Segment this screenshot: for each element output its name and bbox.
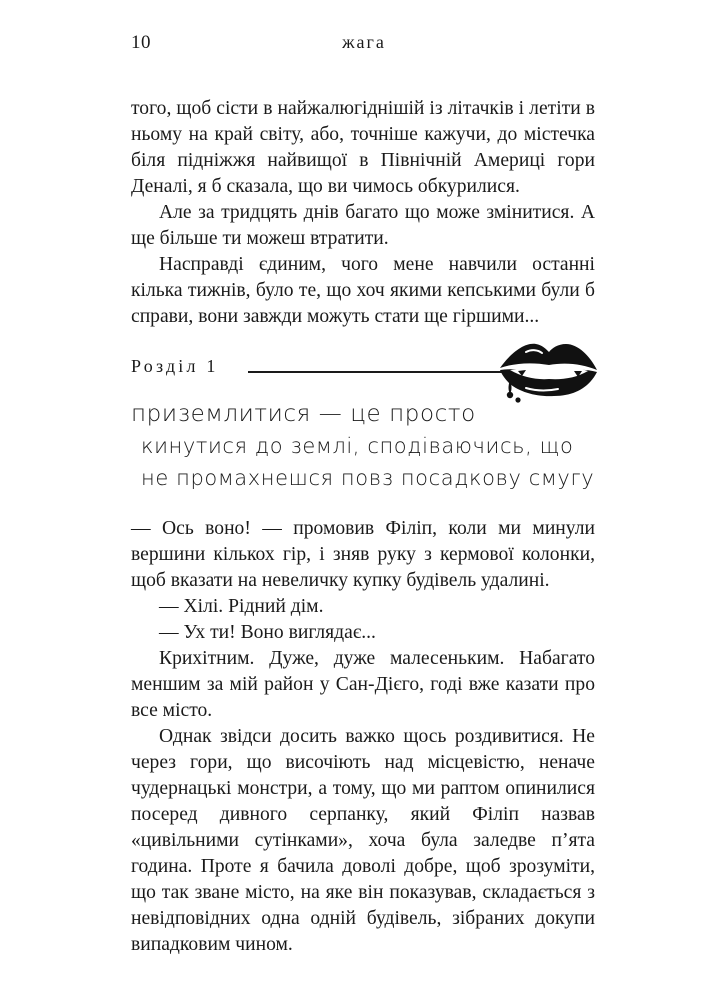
chapter-label: Розділ 1: [131, 356, 219, 376]
paragraph: Насправді єдиним, чого мене навчили останні кілька тижнів, було те, що хоч якими кепськими були б справи, вони завжди можуть стати ще гіршими...: [131, 254, 595, 327]
paragraph: Крихітним. Дуже, дуже малесеньким. Набагато меншим за мій район у Сан-Дієго, годі вже казати про все місто.: [131, 648, 595, 721]
chapter-title-line: приземлитися — це просто: [131, 401, 476, 427]
paragraph: — Хілі. Рідний дім.: [159, 596, 324, 617]
vampire-lips-icon: [496, 334, 600, 406]
chapter-title-line: не промахнешся повз посадкову смугу: [141, 466, 595, 490]
intro-text: [131, 96, 595, 330]
page-number: 10: [131, 32, 151, 53]
chapter-rule: [248, 371, 510, 373]
paragraph: — Ось воно! — промовив Філіп, коли ми минули вершини кількох гір, і зняв руку з кермової колонки, щоб вказати на невеличку купку будівель удалині.: [131, 518, 595, 591]
running-head: жага: [342, 32, 386, 52]
paragraph: того, щоб сісти в найжалюгіднішій із літачків і летіти в ньому на край світу, або, точніше кажучи, до містечка біля підніжжя найвищої в Північній Америці гори Деналі, я б сказала, що ви чимось обкурилися.: [131, 98, 595, 197]
chapter-text: [131, 516, 595, 958]
chapter-title-line: кинутися до землі, сподіваючись, що: [141, 434, 574, 458]
paragraph: Однак звідси досить важко щось роздивитися. Не через гори, що височіють над місцевістю, неначе чудернацькі монстри, а тому, що ми раптом опинилися посеред дивного серпанку, який Філіп назвав «цивільними сутінками», хоча була заледве п’ята година. Проте я бачила доволі добре, щоб зрозуміти, що так зване місто, на яке він показував, складається з невідповідних одна одній будівель, зібраних докупи випадковим чином.: [131, 726, 595, 955]
paragraph: — Ух ти! Воно виглядає...: [159, 622, 376, 643]
paragraph: Але за тридцять днів багато що може змінитися. А ще більше ти можеш втратити.: [131, 202, 595, 249]
chapter-title: [131, 398, 601, 494]
